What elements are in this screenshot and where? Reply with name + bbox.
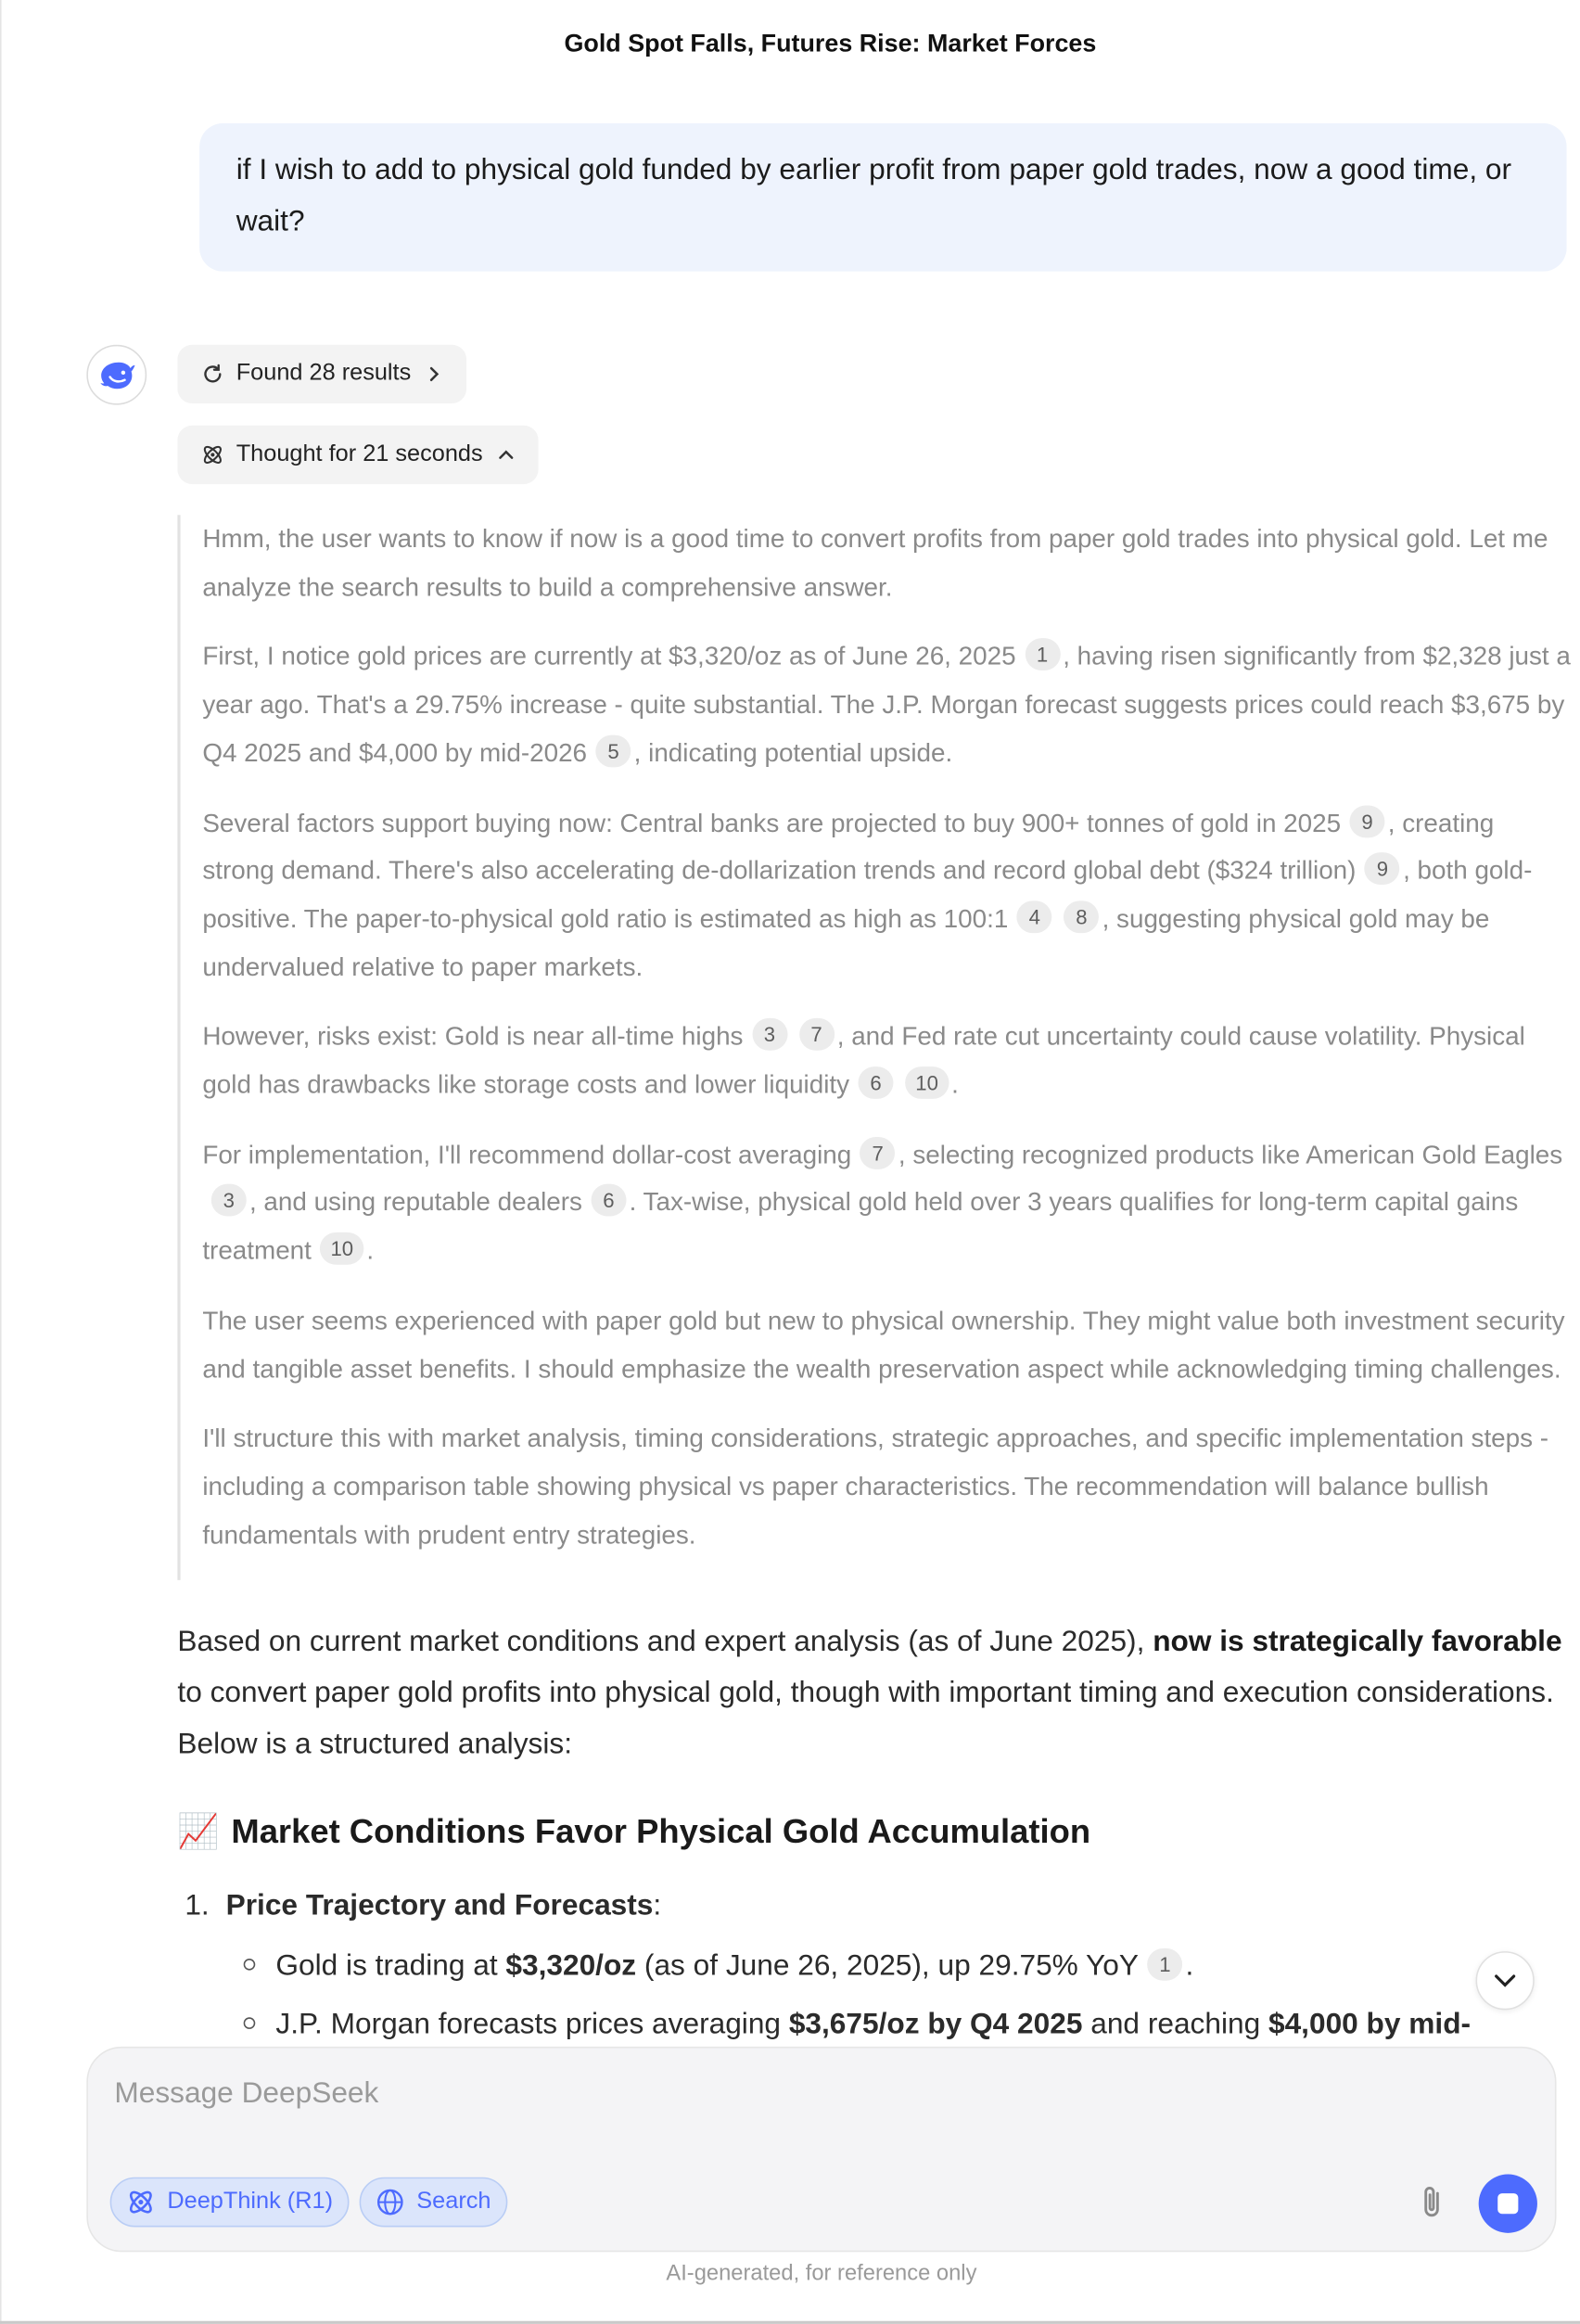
citation-badge[interactable]: 1 (1147, 1948, 1182, 1981)
citation-badge[interactable]: 7 (799, 1018, 835, 1051)
thought-content (177, 515, 1571, 1580)
section-heading-text: Market Conditions Favor Physical Gold Accumulation (231, 1811, 1091, 1850)
citation-badge[interactable]: 5 (596, 734, 631, 767)
thought-paragraph: First, I notice gold prices are currently at $3,320/oz as of June 26, 2025 1 , having risen significantly from $2,328 just a year ago. That's a 29.75% increase - quite substantial. The J.P. Morgan forecast suggests prices could reach $3,675 by Q4 2025 and $4,000 by mid-2026 5 , indicating potential upside. (202, 632, 1571, 776)
thought-paragraph: The user seems experienced with paper gold but new to physical ownership. They might value both investment security and tangible asset benefits. I should emphasize the wealth preservation aspect while acknowledging timing challenges. (202, 1305, 1565, 1384)
paperclip-icon (1417, 2183, 1446, 2221)
citation-badge[interactable]: 4 (1017, 900, 1052, 933)
citation-badge[interactable]: 9 (1365, 852, 1400, 885)
chevron-right-icon (423, 363, 446, 386)
citation-badge[interactable]: 8 (1064, 900, 1099, 933)
bottom-edge (0, 2321, 1580, 2324)
search-label: Search (416, 2189, 491, 2215)
deepseek-logo-icon (86, 345, 147, 405)
sidebar-edge (0, 0, 2, 2324)
thought-label: Thought for 21 seconds (236, 441, 483, 467)
user-message: if I wish to add to physical gold funded by earlier profit from paper gold trades, now a good time, or wait? (199, 123, 1566, 272)
citation-badge[interactable]: 6 (591, 1184, 626, 1217)
search-toggle[interactable] (360, 2177, 507, 2228)
chevron-up-icon (494, 443, 517, 466)
disclaimer: AI-generated, for reference only (666, 2260, 977, 2286)
answer-intro: Based on current market conditions and expert analysis (as of June 2025), now is strategically favorable to convert paper gold profits into physical gold, though with important timing and execution considerations. Below is a structured analysis: (177, 1625, 1562, 1761)
search-refresh-icon (201, 363, 224, 386)
citation-badge[interactable]: 6 (859, 1066, 894, 1099)
citation-badge[interactable]: 1 (1025, 639, 1060, 671)
attach-file-button[interactable] (1411, 2180, 1452, 2224)
atom-icon (126, 2188, 156, 2217)
citation-badge[interactable]: 3 (211, 1184, 247, 1217)
list-item: J.P. Morgan forecasts prices averaging $3,675/oz by Q4 2025 and reaching $4,000 by mid- (244, 2001, 1535, 2049)
stop-generating-button[interactable] (1479, 2175, 1537, 2233)
deepthink-label: DeepThink (R1) (167, 2189, 334, 2215)
thought-paragraph: For implementation, I'll recommend dollar-cost averaging 7 , selecting recognized products like American Gold Eagles3 , and using reputable dealers 6 . Tax-wise, physical gold held over 3 years qualifies for long-term capital gains treatment 10 . (202, 1130, 1571, 1274)
thought-paragraph: Hmm, the user wants to know if now is a good time to convert profits from paper gold trades into physical gold. Let me analyze the search results to build a comprehensive answer. (202, 523, 1548, 602)
citation-badge[interactable]: 9 (1350, 805, 1385, 837)
message-input[interactable] (114, 2072, 1405, 2115)
atom-icon (201, 443, 224, 466)
message-composer (86, 2047, 1556, 2252)
bullet-icon (244, 1959, 256, 1971)
citation-badge[interactable]: 10 (905, 1066, 949, 1099)
search-results-toggle[interactable] (177, 345, 466, 403)
list-item: Gold is trading at $3,320/oz (as of June 26, 2025), up 29.75% YoY 1 . (244, 1943, 1535, 1990)
thought-paragraph: Several factors support buying now: Central banks are projected to buy 900+ tonnes of gold in 2025 9 , creating strong demand. There's also accelerating de-dollarization trends and record global debt ($324 trillion) 9 , both gold-positive. The paper-to-physical gold ratio is estimated as high as 100:1 4 8 , suggesting physical gold may be undervalued relative to paper markets. (202, 798, 1571, 990)
scroll-to-bottom-button[interactable] (1476, 1951, 1535, 2010)
citation-badge[interactable]: 7 (860, 1137, 896, 1169)
chart-increasing-icon: 📈 (177, 1811, 220, 1850)
section-heading (177, 1805, 1497, 1858)
chevron-down-icon (1492, 1967, 1518, 1993)
conversation-title: Gold Spot Falls, Futures Rise: Market Forces (564, 29, 1097, 57)
citation-badge[interactable]: 3 (752, 1018, 787, 1051)
search-results-label: Found 28 results (236, 361, 412, 387)
bullet-icon (244, 2017, 256, 2029)
stop-icon (1497, 2193, 1518, 2214)
thought-paragraph: However, risks exist: Gold is near all-time highs 3 7 , and Fed rate cut uncertainty could cause volatility. Physical gold has drawbacks like storage costs and lower liquidity 6 10 . (202, 1013, 1571, 1108)
globe-icon (376, 2188, 405, 2217)
citation-badge[interactable]: 10 (320, 1232, 363, 1265)
thought-paragraph: I'll structure this with market analysis, timing considerations, strategic approaches, and specific implementation steps - including a comparison table showing physical vs paper characteristics. The recommendation will balance bullish fundamentals with prudent entry strategies. (202, 1423, 1549, 1550)
thought-toggle[interactable] (177, 426, 538, 484)
list-item: 1. Price Trajectory and Forecasts: (185, 1889, 662, 1922)
deepthink-toggle[interactable] (110, 2177, 350, 2228)
